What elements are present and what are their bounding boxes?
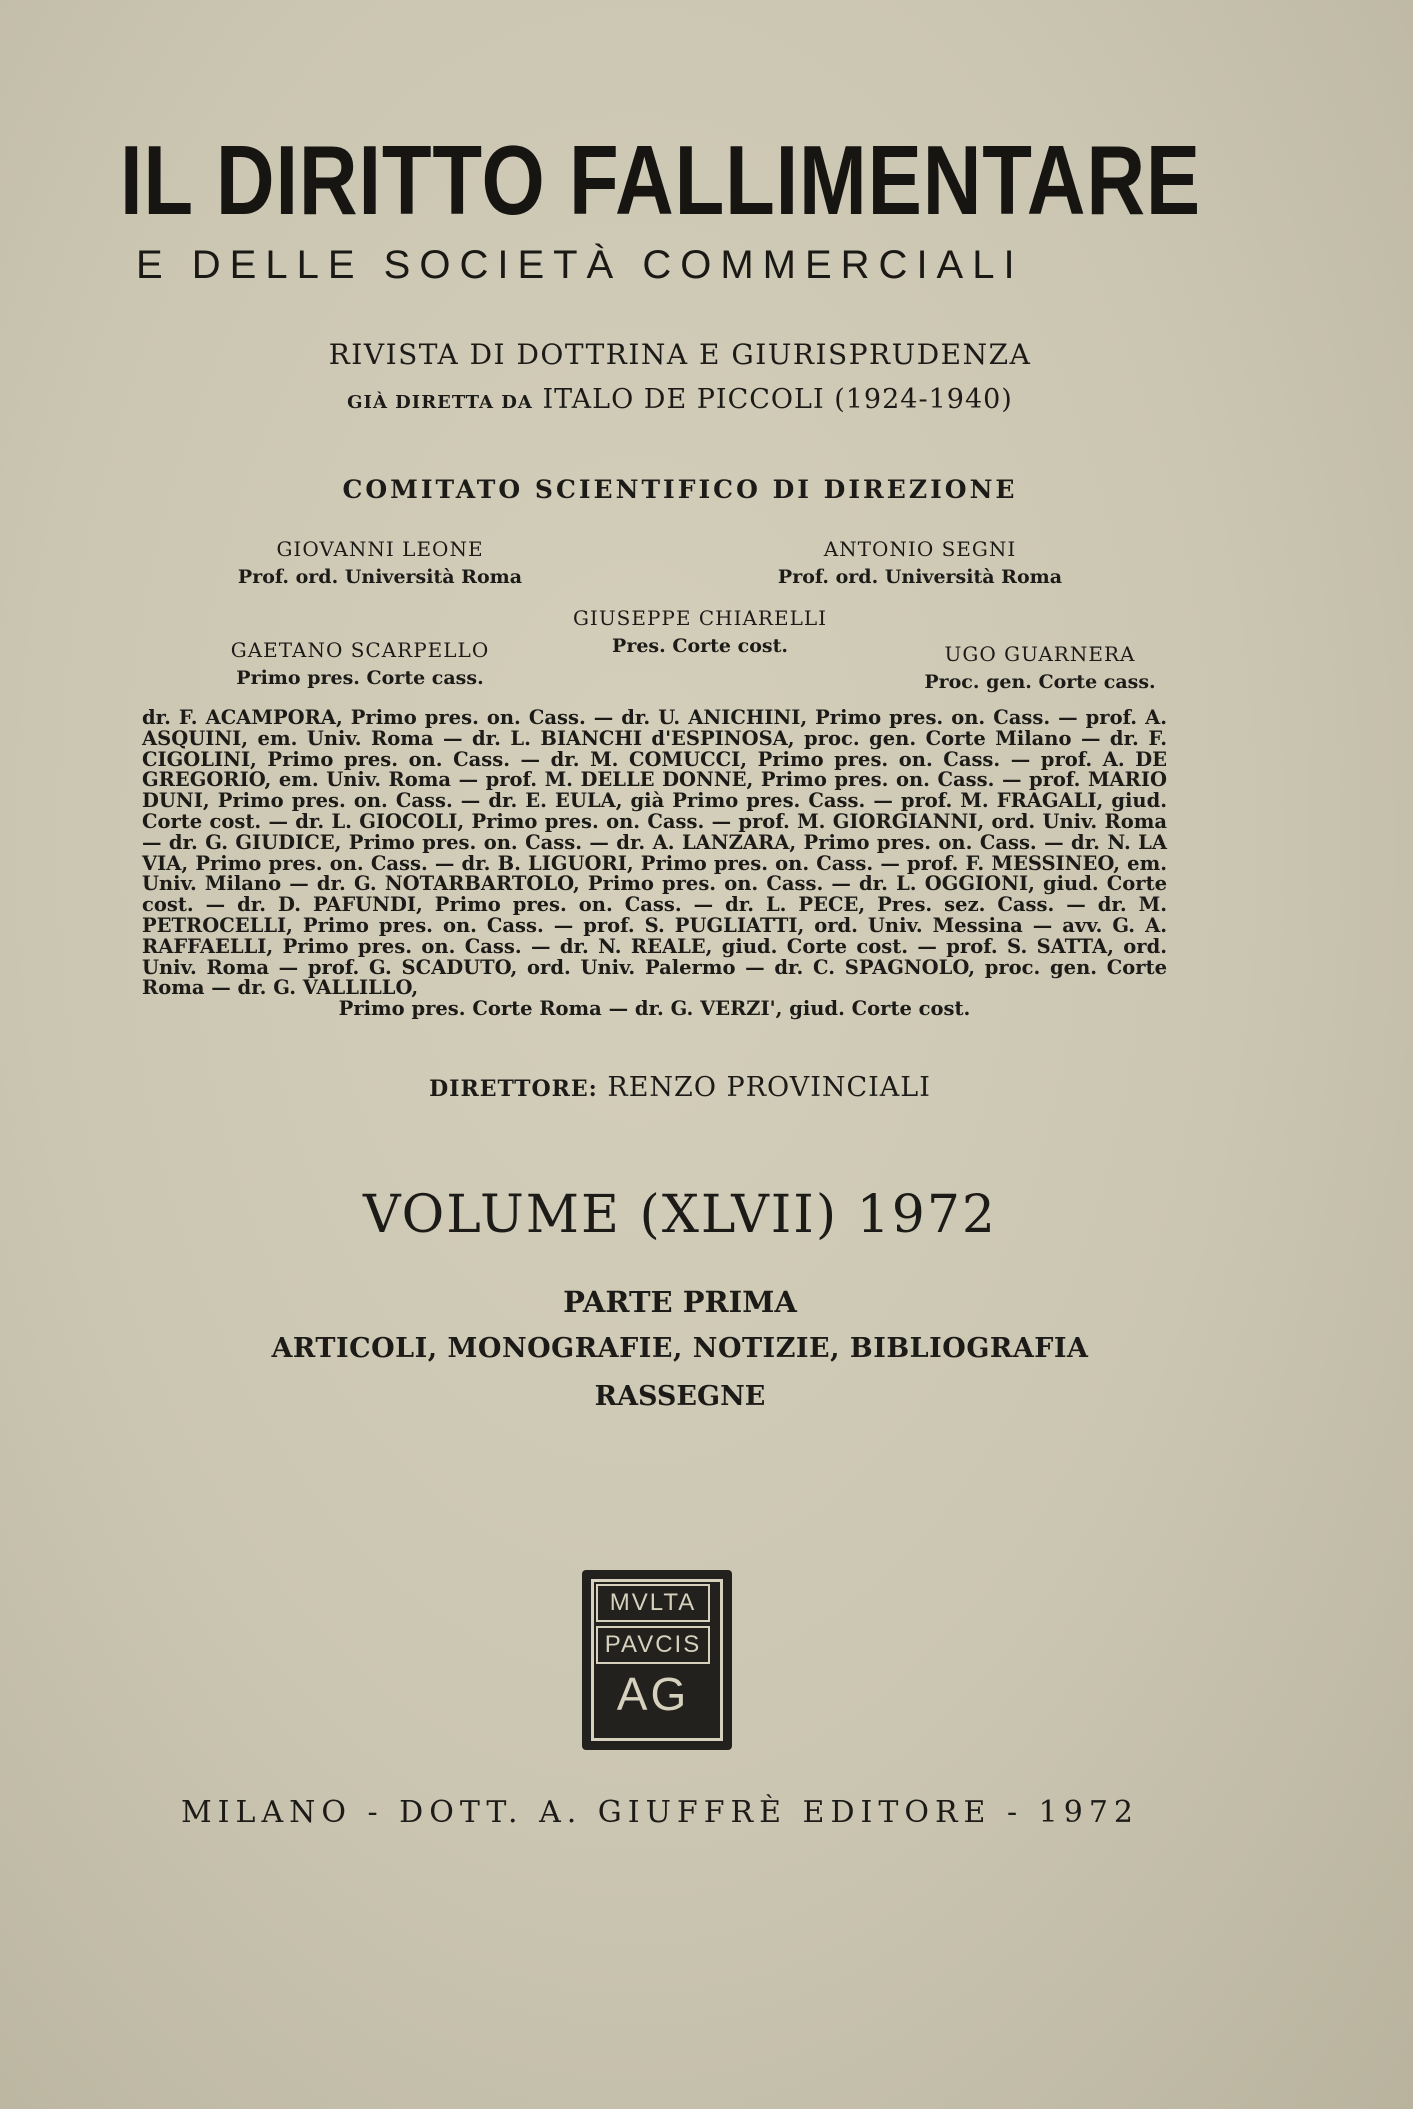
volume-title: VOLUME (XLVII) 1972 xyxy=(363,1185,997,1245)
member-role: Pres. Corte cost. xyxy=(612,635,788,657)
founder-prefix: GIÀ DIRETTA DA xyxy=(347,392,533,413)
part-title: PARTE PRIMA xyxy=(563,1285,797,1319)
journal-title: IL DIRITTO FALLIMENTARE xyxy=(120,125,1202,235)
member-name: GIOVANNI LEONE xyxy=(276,537,484,561)
logo-word-multa: MVLTA xyxy=(596,1584,710,1622)
committee-heading: COMITATO SCIENTIFICO DI DIREZIONE xyxy=(342,475,1018,504)
publisher-imprint: MILANO - DOTT. A. GIUFFRÈ EDITORE - 1972 xyxy=(180,1795,1140,1830)
committee-member xyxy=(150,636,570,692)
director-label: DIRETTORE: xyxy=(429,1076,598,1102)
logo-word-paucis: PAVCIS xyxy=(596,1626,710,1664)
member-name: ANTONIO SEGNI xyxy=(823,537,1017,561)
publisher-logo xyxy=(582,1570,732,1750)
committee-member xyxy=(170,535,590,591)
member-name: GIUSEPPE CHIARELLI xyxy=(572,606,828,630)
director-name: RENZO PROVINCIALI xyxy=(607,1072,931,1103)
journal-subtitle: E DELLE SOCIETÀ COMMERCIALI xyxy=(136,243,1024,287)
founder-years: (1924-1940) xyxy=(834,384,1013,415)
committee-member xyxy=(830,640,1250,696)
members-list-body: dr. F. ACAMPORA, Primo pres. on. Cass. — dr. U. ANICHINI, Primo pres. on. Cass. — prof. A. ASQUINI, em. Univ. Roma — dr. L. BIANCHI d'ESPINOSA, proc. gen. Corte Milano — dr. F. CIGOLINI, Primo pres. on. Cass. — dr. M. COMUCCI, Primo pres. on. Cass. — prof. A. DE GREGORIO, em. Univ. Roma — prof. M. DELLE DONNE, Primo pres. on. Cass. — prof. MARIO DUNI, Primo pres. on. Cass. — dr. E. EULA, già Primo pres. Cass. — prof. M. FRAGALI, giud. Corte cost. — dr. L. GIOCOLI, Primo pres. on. Cass. — prof. M. GIORGIANNI, ord. Univ. Roma — dr. G. GIUDICE, Primo pres. on. Cass. — dr. A. LANZARA, Primo pres. on. Cass. — dr. N. LA VIA, Primo pres. on. Cass. — dr. B. LIGUORI, Primo pres. on. Cass. — prof. F. MESSINEO, em. Univ. Milano — dr. G. NOTARBARTOLO, Primo pres. on. Cass. — dr. L. OGGIONI, giud. Corte cost. — dr. D. PAFUNDI, Primo pres. on. Cass. — dr. L. PECE, Pres. sez. Cass. — dr. M. PETROCELLI, Primo pres. on. Cass. — prof. S. PUGLIATTI, ord. Univ. Messina — avv. G. A. RAFFAELLI, Primo pres. on. Cass. — dr. N. REALE, giud. Corte cost. — prof. S. SATTA, ord. Univ. Roma — prof. G. SCADUTO, ord. Univ. Palermo — dr. C. SPAGNOLO, proc. gen. Corte Roma — dr. G. VALLILLO, xyxy=(142,706,1167,1000)
founder-name: ITALO DE PICCOLI xyxy=(542,384,825,415)
member-role: Proc. gen. Corte cass. xyxy=(924,671,1156,693)
member-name: UGO GUARNERA xyxy=(944,642,1136,666)
member-role: Primo pres. Corte cass. xyxy=(236,667,484,689)
founder-line xyxy=(180,384,1180,415)
review-description: RIVISTA DI DOTTRINA E GIURISPRUDENZA xyxy=(328,338,1032,371)
logo-monogram: AG xyxy=(616,1668,690,1720)
committee-member xyxy=(710,535,1130,591)
contents-line-2: RASSEGNE xyxy=(594,1381,766,1412)
member-name: GAETANO SCARPELLO xyxy=(230,638,490,662)
member-role: Prof. ord. Università Roma xyxy=(237,566,523,588)
members-list xyxy=(142,708,1167,1020)
director-line xyxy=(180,1072,1180,1103)
member-role: Prof. ord. Università Roma xyxy=(777,566,1063,588)
contents-line: ARTICOLI, MONOGRAFIE, NOTIZIE, BIBLIOGRAFIA xyxy=(271,1333,1089,1364)
members-list-last: Primo pres. Corte Roma — dr. G. VERZI', giud. Corte cost. xyxy=(338,997,971,1021)
